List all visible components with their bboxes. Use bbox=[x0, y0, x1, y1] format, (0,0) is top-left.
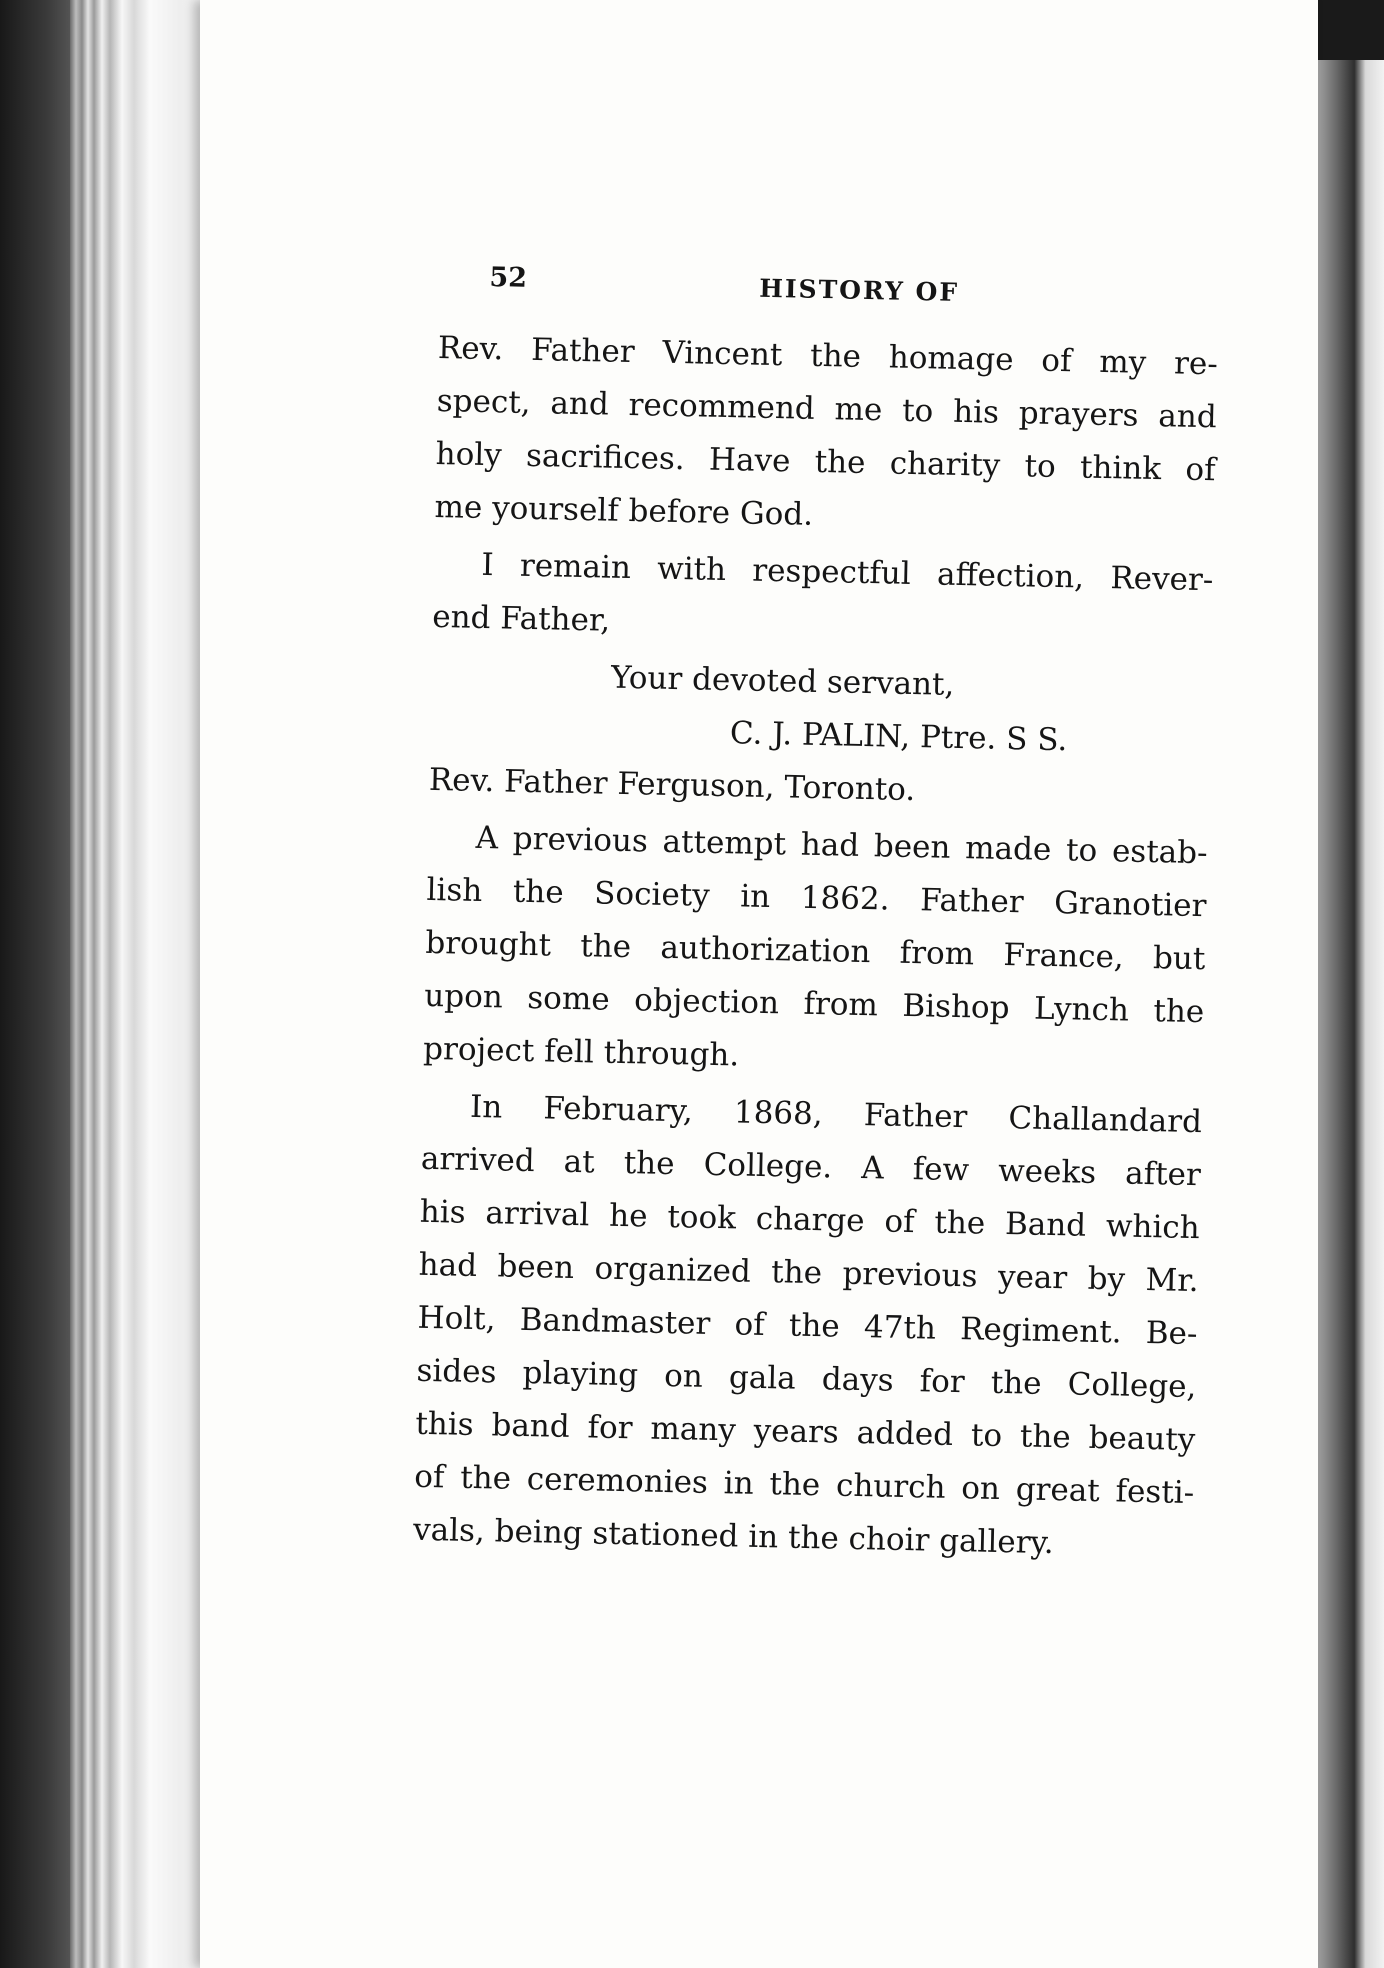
right-page-edge bbox=[1310, 60, 1384, 1968]
text-line: Holt, Bandmaster of the 47th Regiment. Be- bbox=[417, 1299, 1198, 1353]
text-line: holy sacrifices. Have the charity to think of bbox=[435, 435, 1216, 489]
text-line: had been organized the previous year by Mr. bbox=[418, 1246, 1199, 1300]
text-line: arrived at the College. A few weeks after bbox=[420, 1140, 1202, 1194]
text-line: this band for many years added to the beauty bbox=[415, 1405, 1196, 1459]
text-line: vals, being stationed in the choir gallery. bbox=[412, 1511, 1055, 1562]
paragraph-previous-attempt bbox=[423, 811, 1228, 1093]
letter-signature: C. J. PALIN, Ptre. S S. bbox=[729, 715, 1068, 759]
text-line: lish the Society in 1862. Father Granotier bbox=[426, 871, 1207, 925]
stacked-page-edges bbox=[70, 0, 220, 1968]
text-line: me yourself before God. bbox=[434, 488, 814, 533]
text-line: brought the authorization from France, but bbox=[425, 924, 1206, 978]
paragraph-band bbox=[413, 1080, 1223, 1574]
running-head: HISTORY OF bbox=[758, 273, 960, 307]
text-line: I remain with respectful affection, Rever- bbox=[481, 546, 1214, 599]
text-line: upon some objection from Bishop Lynch the bbox=[424, 977, 1205, 1031]
text-line: Rev. Father Vincent the homage of my re- bbox=[437, 329, 1219, 383]
text-line: A previous attempt had been made to estab- bbox=[475, 819, 1208, 872]
text-line: In February, 1868, Father Challandard bbox=[469, 1088, 1203, 1141]
text-line: sides playing on gala days for the College, bbox=[416, 1352, 1197, 1406]
page-number: 52 bbox=[489, 262, 528, 294]
text-line: project fell through. bbox=[422, 1030, 740, 1074]
text-line: of the ceremonies in the church on great festi- bbox=[413, 1458, 1195, 1512]
letter-body bbox=[428, 322, 1238, 824]
text-line: his arrival he took charge of the Band which bbox=[419, 1193, 1201, 1247]
letter-addressee: Rev. Father Ferguson, Toronto. bbox=[428, 761, 916, 809]
letter-closing: Your devoted servant, bbox=[610, 659, 955, 703]
book-binding-shadow bbox=[0, 0, 78, 1968]
text-line: spect, and recommend me to his prayers and bbox=[436, 382, 1218, 436]
page-text bbox=[413, 250, 1240, 1573]
text-line: end Father, bbox=[431, 598, 611, 639]
